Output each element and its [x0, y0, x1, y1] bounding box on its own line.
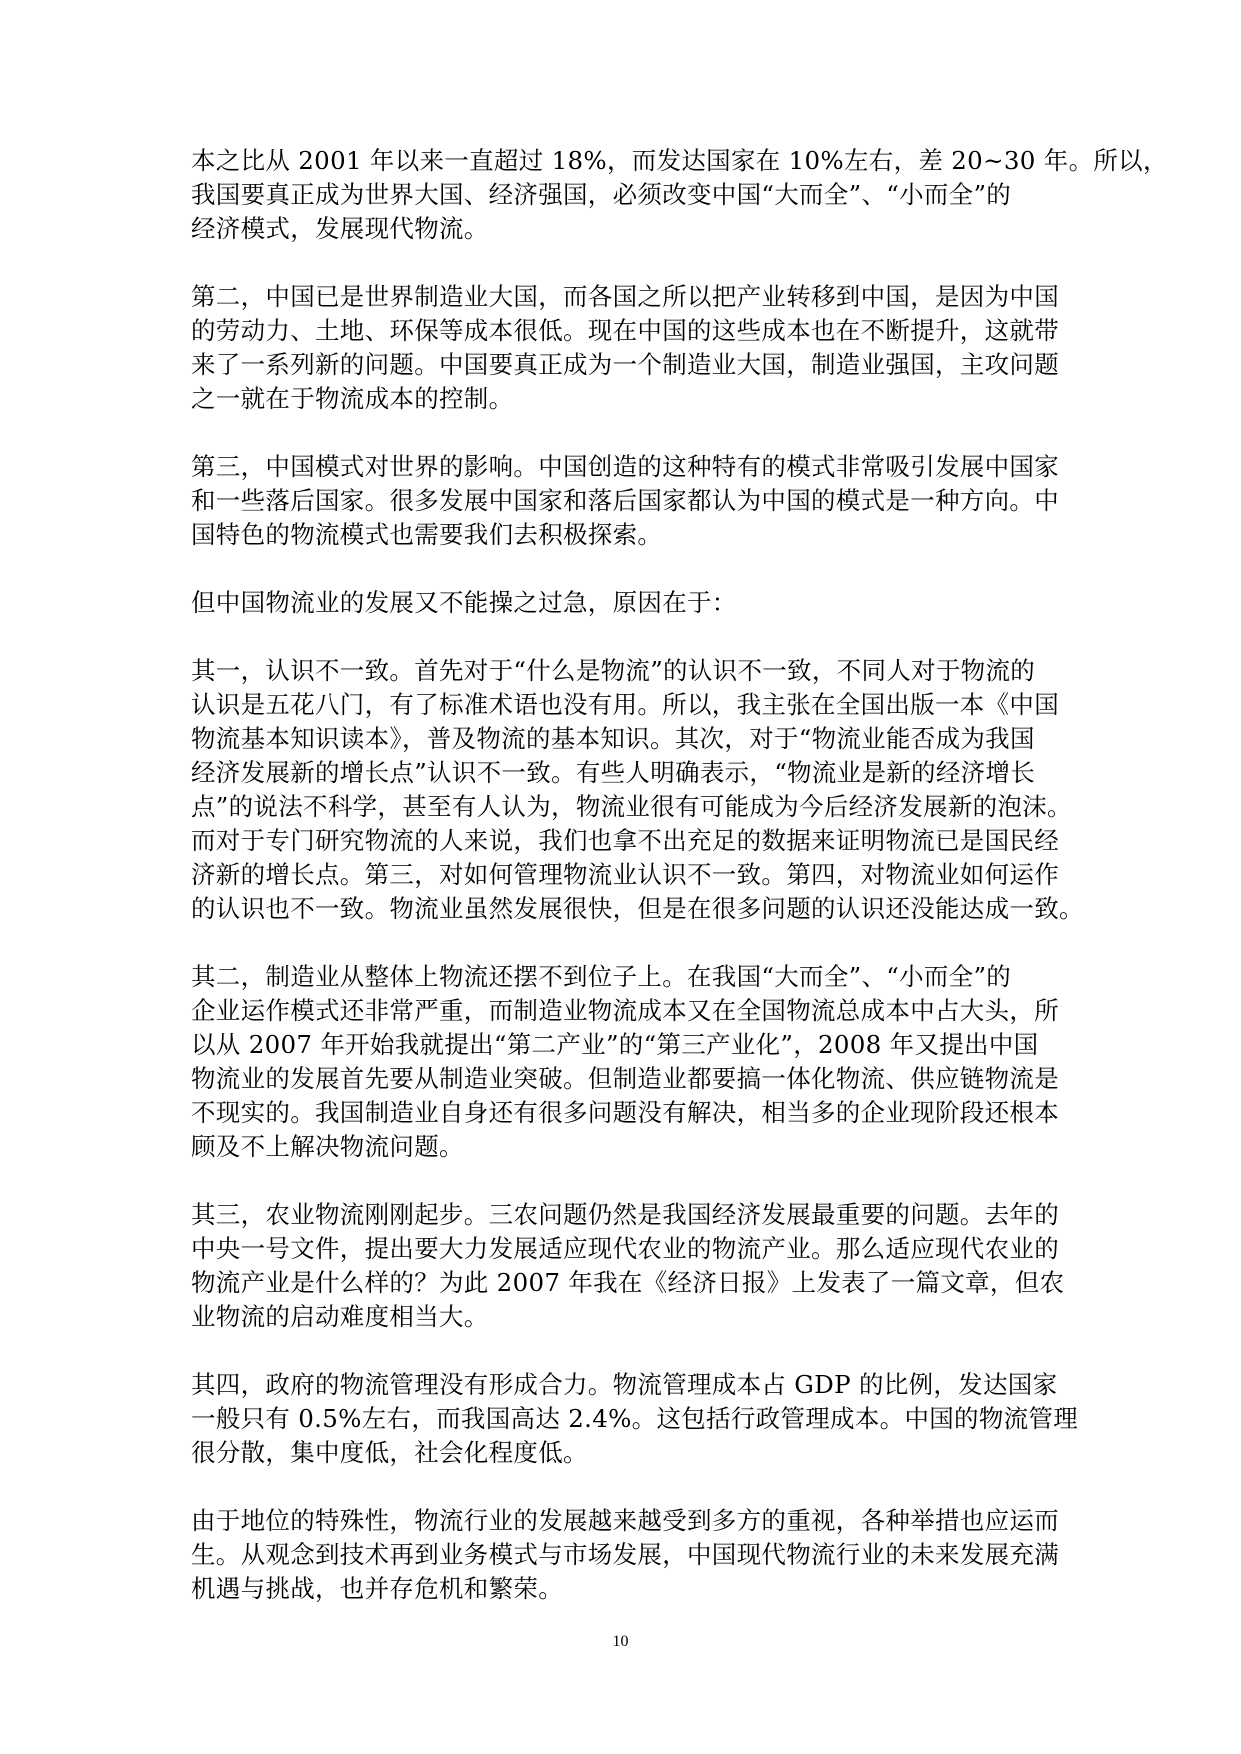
text-line: 以从 2007 年开始我就提出“第二产业”的“第三产业化”，2008 年又提出中国 — [191, 1030, 1039, 1059]
text-line: 由于地位的特殊性，物流行业的发展越来越受到多方的重视，各种举措也应运而 — [191, 1506, 1059, 1535]
text-line: 其二，制造业从整体上物流还摆不到位子上。在我国“大而全”、“小而全”的 — [191, 962, 1012, 991]
text-line: 我国要真正成为世界大国、经济强国，必须改变中国“大而全”、“小而全”的 — [191, 180, 1012, 209]
text-line: 物流产业是什么样的？为此 2007 年我在《经济日报》上发表了一篇文章，但农 — [191, 1268, 1065, 1297]
text-line: 经济发展新的增长点”认识不一致。有些人明确表示，“物流业是新的经济增长 — [191, 758, 1036, 787]
text-line: 生。从观念到技术再到业务模式与市场发展，中国现代物流行业的未来发展充满 — [191, 1540, 1059, 1569]
text-line: 一般只有 0.5%左右，而我国高达 2.4%。这包括行政管理成本。中国的物流管理 — [191, 1404, 1079, 1433]
text-line: 第二，中国已是世界制造业大国，而各国之所以把产业转移到中国，是因为中国 — [191, 282, 1059, 311]
text-line: 业物流的启动难度相当大。 — [191, 1302, 489, 1331]
text-line: 不现实的。我国制造业自身还有很多问题没有解决，相当多的企业现阶段还根本 — [191, 1098, 1059, 1127]
text-line: 其四，政府的物流管理没有形成合力。物流管理成本占 GDP 的比例，发达国家 — [191, 1370, 1058, 1399]
text-line: 的认识也不一致。物流业虽然发展很快，但是在很多问题的认识还没能达成一致。 — [191, 894, 1084, 923]
text-line: 企业运作模式还非常严重，而制造业物流成本又在全国物流总成本中占大头，所 — [191, 996, 1059, 1025]
text-line: 和一些落后国家。很多发展中国家和落后国家都认为中国的模式是一种方向。中 — [191, 486, 1059, 515]
text-line: 第三，中国模式对世界的影响。中国创造的这种特有的模式非常吸引发展中国家 — [191, 452, 1059, 481]
text-line: 但中国物流业的发展又不能操之过急，原因在于： — [191, 588, 737, 617]
text-line: 经济模式，发展现代物流。 — [191, 214, 489, 243]
text-line: 其一，认识不一致。首先对于“什么是物流”的认识不一致，不同人对于物流的 — [191, 656, 1036, 685]
paragraph — [191, 144, 1168, 246]
text-line: 本之比从 2001 年以来一直超过 18%，而发达国家在 10%左右，差 20~30 年。所以， — [191, 146, 1168, 175]
text-line: 认识是五花八门，有了标准术语也没有用。所以，我主张在全国出版一本《中国 — [191, 690, 1059, 719]
text-line: 顾及不上解决物流问题。 — [191, 1132, 464, 1161]
page-number: 10 — [612, 1633, 629, 1650]
paragraph — [191, 1368, 1079, 1470]
paragraph — [191, 450, 1059, 552]
paragraph — [191, 280, 1059, 416]
text-line: 而对于专门研究物流的人来说，我们也拿不出充足的数据来证明物流已是国民经 — [191, 826, 1059, 855]
paragraph — [191, 960, 1059, 1164]
paragraph — [191, 1198, 1065, 1334]
text-line: 点”的说法不科学，甚至有人认为，物流业很有可能成为今后经济发展新的泡沫。 — [191, 792, 1072, 821]
text-line: 济新的增长点。第三，对如何管理物流业认识不一致。第四，对物流业如何运作 — [191, 860, 1059, 889]
text-line: 物流业的发展首先要从制造业突破。但制造业都要搞一体化物流、供应链物流是 — [191, 1064, 1059, 1093]
text-line: 之一就在于物流成本的控制。 — [191, 384, 514, 413]
text-line: 很分散，集中度低，社会化程度低。 — [191, 1438, 588, 1467]
text-line: 国特色的物流模式也需要我们去积极探索。 — [191, 520, 663, 549]
paragraph — [191, 586, 1055, 620]
text-line: 机遇与挑战，也并存危机和繁荣。 — [191, 1574, 563, 1603]
text-line: 来了一系列新的问题。中国要真正成为一个制造业大国，制造业强国，主攻问题 — [191, 350, 1059, 379]
document-body — [191, 144, 1168, 1640]
paragraph — [191, 1504, 1059, 1606]
text-line: 其三，农业物流刚刚起步。三农问题仍然是我国经济发展最重要的问题。去年的 — [191, 1200, 1059, 1229]
text-line: 物流基本知识读本》，普及物流的基本知识。其次，对于“物流业能否成为我国 — [191, 724, 1035, 753]
paragraph — [191, 654, 1084, 926]
text-line: 中央一号文件，提出要大力发展适应现代农业的物流产业。那么适应现代农业的 — [191, 1234, 1059, 1263]
text-line: 的劳动力、土地、环保等成本很低。现在中国的这些成本也在不断提升，这就带 — [191, 316, 1059, 345]
